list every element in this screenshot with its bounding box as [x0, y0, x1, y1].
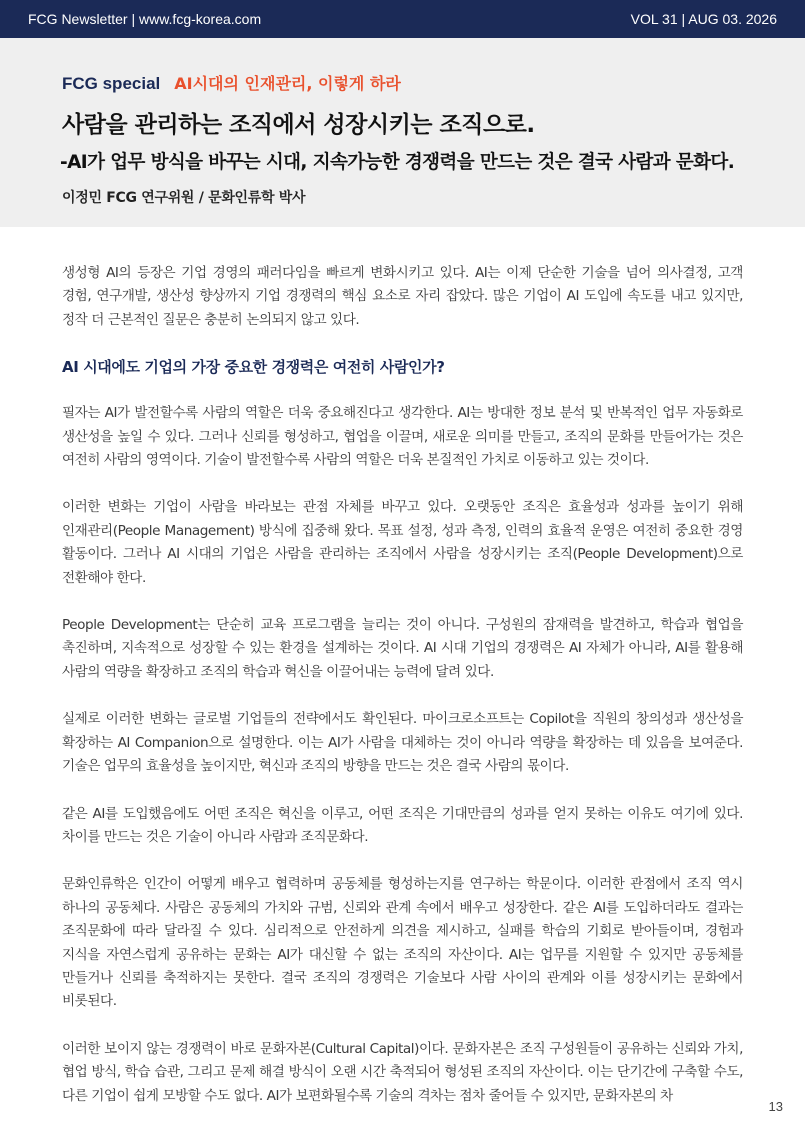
- article-title-block: [0, 38, 805, 227]
- newsletter-header-bar: [0, 0, 805, 38]
- kicker-label: FCG special: [62, 74, 161, 93]
- body-paragraph: 실제로 이러한 변화는 글로벌 기업들의 전략에서도 확인된다. 마이크로소프트는 Copilot을 직원의 창의성과 생산성을 확장하는 AI Companion으로 설명한다. 이는 AI가 사람을 대체하는 것이 아니라 역량을 확장하는 데 있음을 보여준다. 기술은 업무의 효율성을 높이지만, 혁신과 조직의 방향을 만드는 것은 결국 사람의 몫이다.: [62, 711, 743, 775]
- article-body: [62, 262, 743, 1132]
- section-heading: AI 시대에도 기업의 가장 중요한 경쟁력은 여전히 사람인가?: [62, 358, 445, 377]
- page-number: 13: [768, 1099, 783, 1114]
- body-paragraph: 필자는 AI가 발전할수록 사람의 역할은 더욱 중요해진다고 생각한다. AI는 방대한 정보 분석 및 반복적인 업무 자동화로 생산성을 높일 수 있다. 그러나 신뢰를 형성하고, 협업을 이끌며, 새로운 의미를 만들고, 조직의 문화를 만들어가는 것은 여전히 사람의 영역이다. 기술이 발전할수록 사람의 역할은 더욱 본질적인 가치로 이동하고 있는 것이다.: [62, 405, 743, 469]
- article-headline: 사람을 관리하는 조직에서 성장시키는 조직으로.: [62, 112, 535, 138]
- body-paragraph: 문화인류학은 인간이 어떻게 배우고 협력하며 공동체를 형성하는지를 연구하는 학문이다. 이러한 관점에서 조직 역시 하나의 공동체다. 사람은 공동체의 가치와 규범, 신뢰와 관계 속에서 배우고 성장한다. 같은 AI를 도입하더라도 결과는 조직문화에 따라 달라질 수 있다. 심리적으로 안전하게 의견을 제시하고, 실패를 학습의 기회로 받아들이며, 경험과 지식을 자연스럽게 공유하는 문화는 AI가 대신할 수 없는 조직의 자산이다. AI는 업무를 지원할 수 있지만 공동체를 만들거나 신뢰를 축적하지는 못한다. 결국 조직의 경쟁력은 기술보다 사람 사이의 관계와 이를 성장시키는 문화에서 비롯된다.: [62, 876, 743, 1010]
- newsletter-name-and-url: FCG Newsletter | www.fcg-korea.com: [28, 11, 262, 27]
- issue-volume-date: VOL 31 | AUG 03. 2026: [630, 11, 777, 27]
- intro-paragraph: 생성형 AI의 등장은 기업 경영의 패러다임을 빠르게 변화시키고 있다. AI는 이제 단순한 기술을 넘어 의사결정, 고객 경험, 연구개발, 생산성 향상까지 기업 경쟁력의 핵심 요소로 자리 잡았다. 많은 기업이 AI 도입에 속도를 내고 있지만, 정작 더 근본적인 질문은 충분히 논의되지 않고 있다.: [62, 265, 743, 328]
- body-paragraph: 같은 AI를 도입했음에도 어떤 조직은 혁신을 이루고, 어떤 조직은 기대만큼의 성과를 얻지 못하는 이유도 여기에 있다. 차이를 만드는 것은 기술이 아니라 사람과 조직문화다.: [62, 805, 743, 845]
- body-paragraph: 이러한 변화는 기업이 사람을 바라보는 관점 자체를 바꾸고 있다. 오랫동안 조직은 효율성과 성과를 높이기 위해 인재관리(People Management) 방식에 집중해 왔다. 목표 설정, 성과 측정, 인력의 효율적 운영은 여전히 중요한 경영 활동이다. 그러나 AI 시대의 기업은 사람을 관리하는 조직에서 사람을 성장시키는 조직(People Development)으로 전환해야 한다.: [62, 499, 743, 586]
- kicker-topic: AI시대의 인재관리, 이렇게 하라: [174, 74, 401, 93]
- body-paragraph: 이러한 보이지 않는 경쟁력이 바로 문화자본(Cultural Capital)이다. 문화자본은 조직 구성원들이 공유하는 신뢰와 가치, 협업 방식, 학습 습관, 그리고 문제 해결 방식이 오랜 시간 축적되어 형성된 조직의 자산이다. 이는 단기간에 구축할 수도, 다른 기업이 쉽게 모방할 수도 없다. AI가 보편화될수록 기술의 격차는 점차 줄어들 수 있지만, 문화자본의 차: [62, 1040, 743, 1104]
- article-kicker: [62, 71, 401, 94]
- body-paragraph: People Development는 단순히 교육 프로그램을 늘리는 것이 아니다. 구성원의 잠재력을 발견하고, 학습과 협업을 촉진하며, 지속적으로 성장할 수 있는 환경을 설계하는 것이다. AI 시대 기업의 경쟁력은 AI 자체가 아니라, AI를 활용해 사람의 역량을 확장하고 조직의 학습과 혁신을 이끌어내는 능력에 달려 있다.: [62, 617, 743, 680]
- author-byline: 이정민 FCG 연구위원 / 문화인류학 박사: [62, 190, 306, 206]
- article-subheadline: -AI가 업무 방식을 바꾸는 시대, 지속가능한 경쟁력을 만드는 것은 결국 사람과 문화다.: [60, 152, 735, 173]
